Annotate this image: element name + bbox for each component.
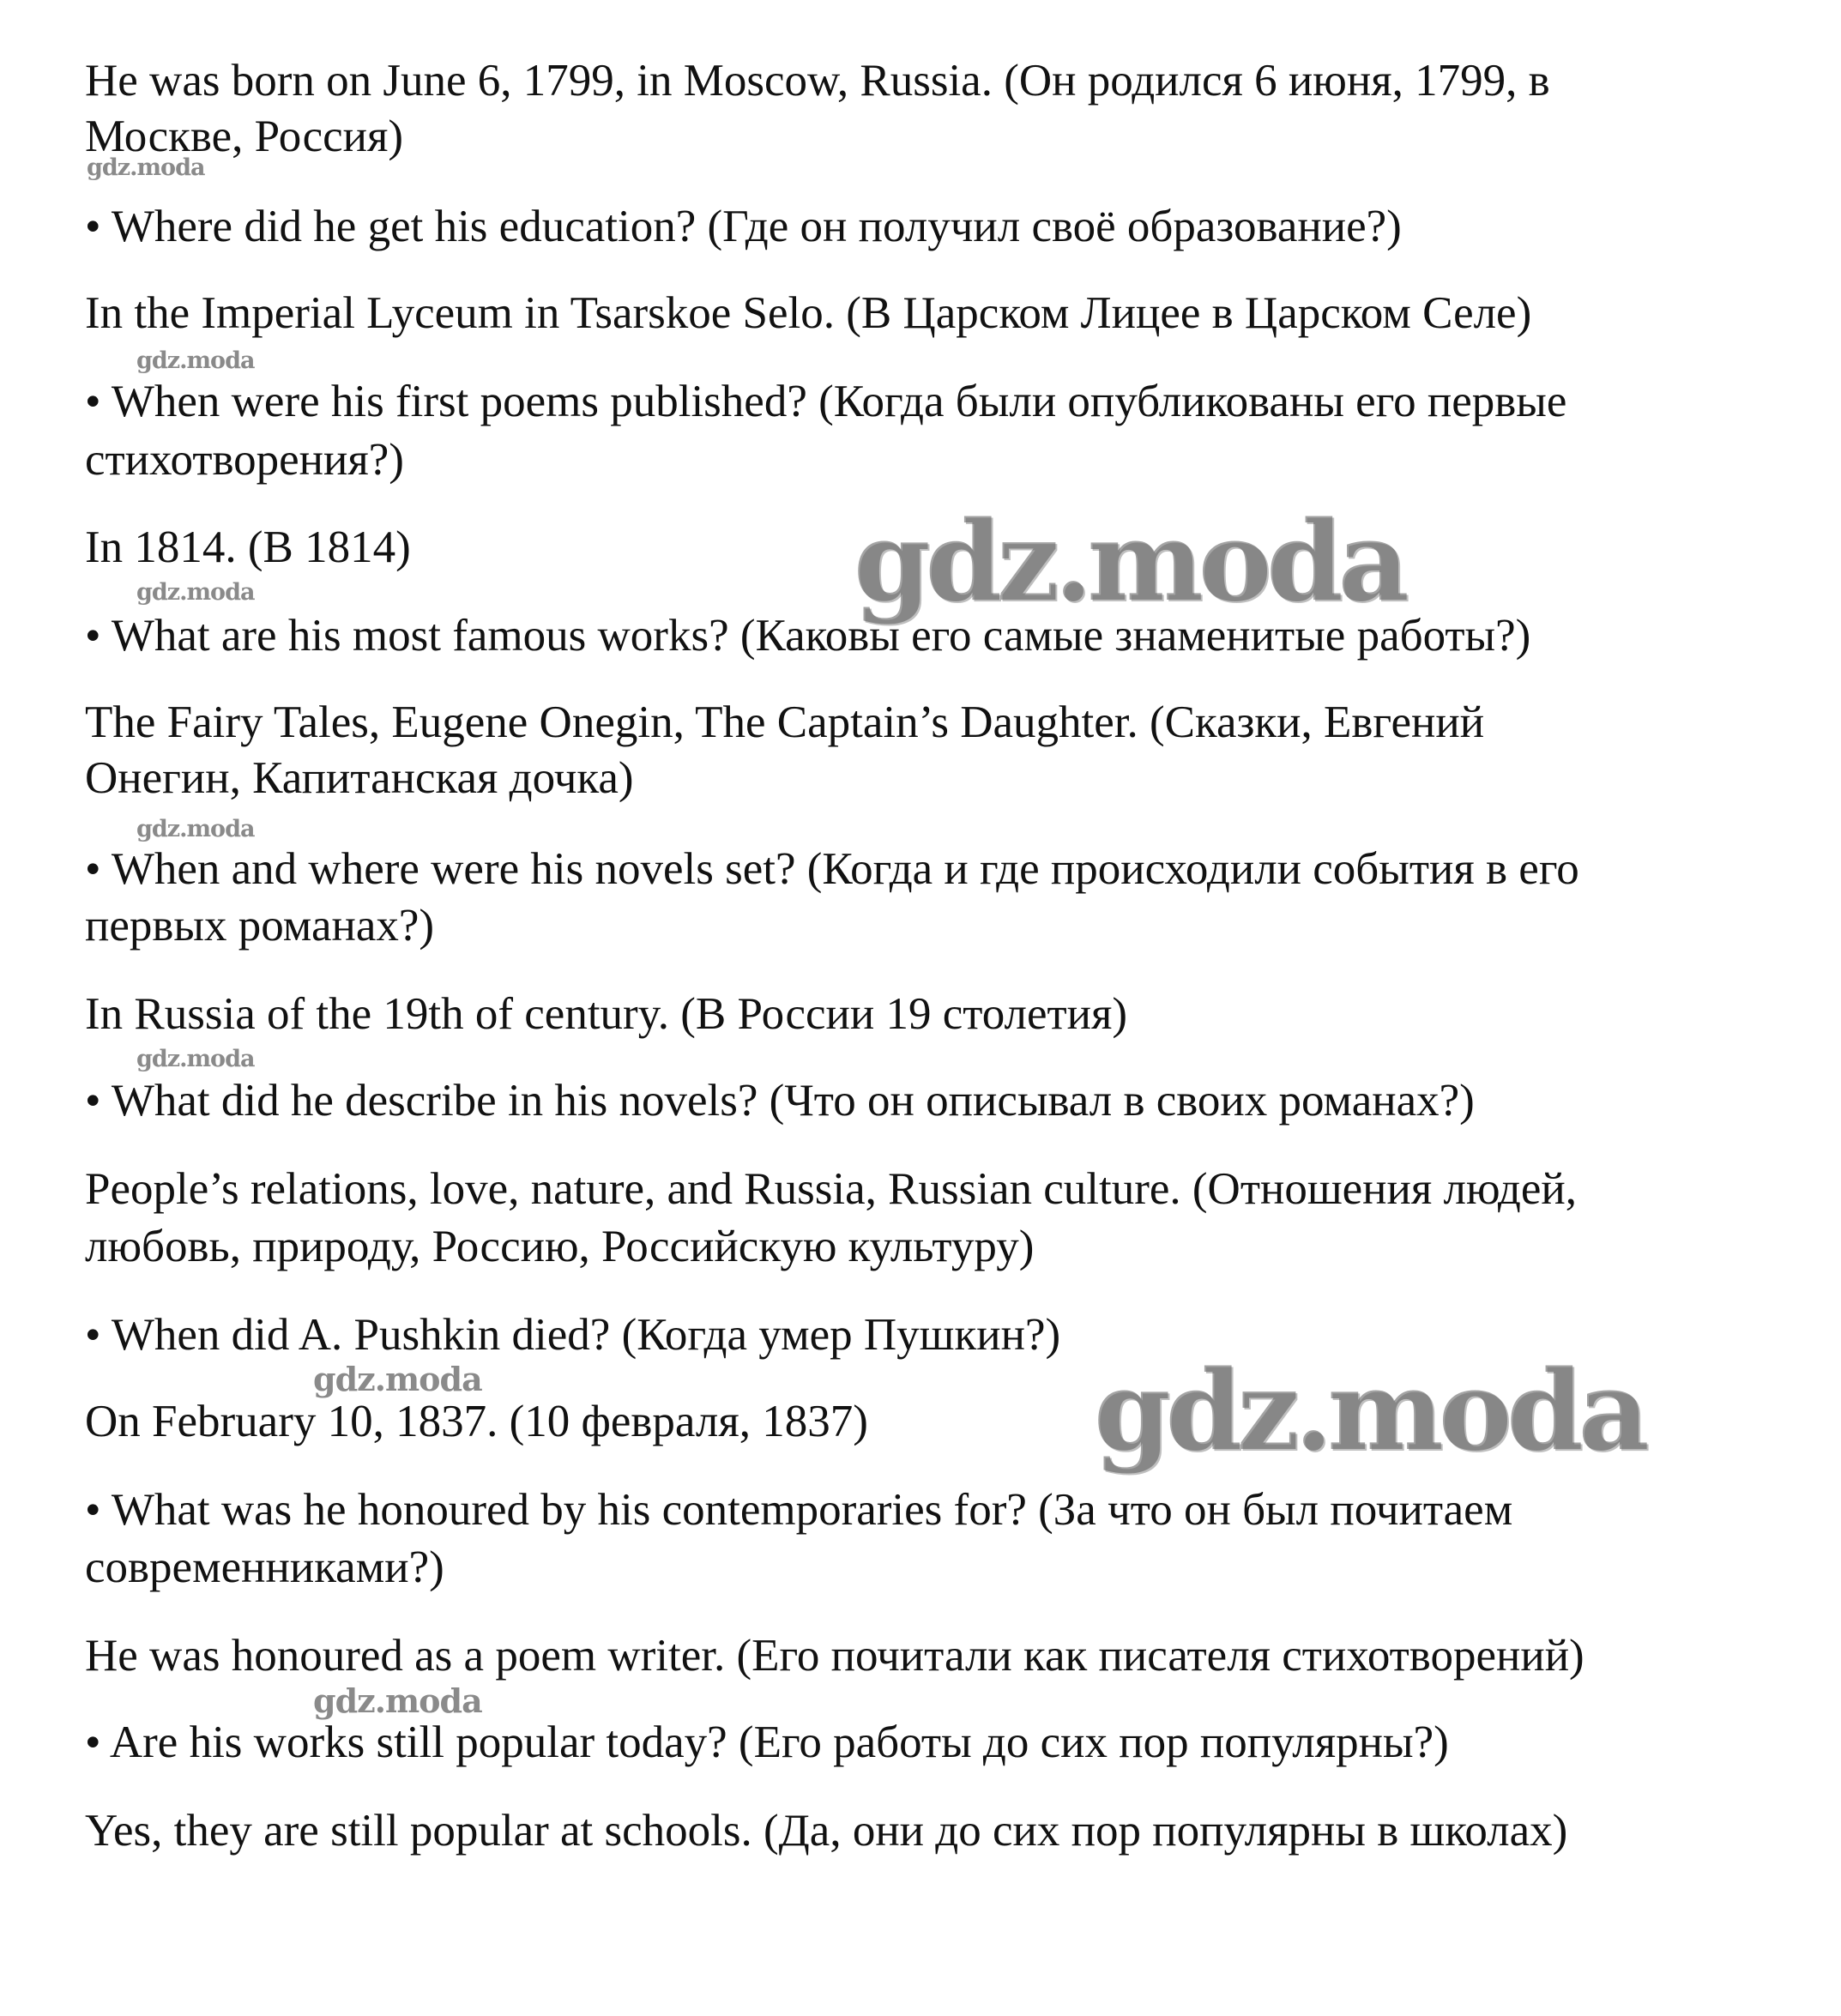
- answer-line: In Russia of the 19th of century. (В России 19 столетия): [85, 989, 1128, 1039]
- question-line: • When did A. Pushkin died? (Когда умер Пушкин?): [85, 1310, 1061, 1360]
- answer-line: Онегин, Капитанская дочка): [85, 753, 634, 803]
- answer-line: современниками?): [85, 1542, 444, 1592]
- watermark-small: gdz.moda: [87, 154, 205, 181]
- question-line: • When and where were his novels set? (Когда и где происходили события в его: [85, 844, 1579, 894]
- question-line: • When were his first poems published? (Когда были опубликованы его первые: [85, 377, 1567, 426]
- question-line: • Are his works still popular today? (Его работы до сих пор популярны?): [85, 1717, 1449, 1767]
- answer-line: The Fairy Tales, Eugene Onegin, The Captain’s Daughter. (Сказки, Евгений: [85, 697, 1485, 747]
- watermark-large: gdz.moda: [854, 498, 1404, 626]
- watermark-small: gdz.moda: [136, 347, 255, 374]
- answer-line: Москве, Россия): [85, 112, 404, 161]
- answer-line: In 1814. (В 1814): [85, 522, 411, 572]
- answer-line: He was honoured as a poem writer. (Его почитали как писателя стихотворений): [85, 1631, 1584, 1681]
- question-line: • What are his most famous works? (Каковы его самые знаменитые работы?): [85, 611, 1531, 661]
- answer-line: Yes, they are still popular at schools. (Да, они до сих пор популярны в школах): [85, 1806, 1568, 1856]
- question-line: • Where did he get his education? (Где он получил своё образование?): [85, 202, 1402, 251]
- question-line: • What did he describe in his novels? (Что он описывал в своих романах?): [85, 1076, 1475, 1126]
- question-line: • What was he honoured by his contemporaries for? (За что он был почитаем: [85, 1485, 1513, 1535]
- watermark-small: gdz.moda: [136, 1046, 255, 1072]
- answer-line: People’s relations, love, nature, and Russia, Russian culture. (Отношения людей,: [85, 1164, 1577, 1214]
- answer-line: On February 10, 1837. (10 февраля, 1837): [85, 1397, 868, 1446]
- answer-line: первых романах?): [85, 901, 435, 951]
- answer-line: любовь, природу, Россию, Российскую культуру): [85, 1222, 1035, 1271]
- watermark-small: gdz.moda: [313, 1681, 482, 1720]
- watermark-large: gdz.moda: [1094, 1347, 1645, 1476]
- answer-line: He was born on June 6, 1799, in Moscow, Russia. (Он родился 6 июня, 1799, в: [85, 56, 1550, 106]
- watermark-small: gdz.moda: [136, 579, 255, 606]
- watermark-small: gdz.moda: [136, 816, 255, 842]
- answer-line: In the Imperial Lyceum in Tsarskoe Selo. (В Царском Лицее в Царском Селе): [85, 288, 1532, 338]
- watermark-small: gdz.moda: [313, 1360, 482, 1398]
- answer-line: стихотворения?): [85, 435, 404, 485]
